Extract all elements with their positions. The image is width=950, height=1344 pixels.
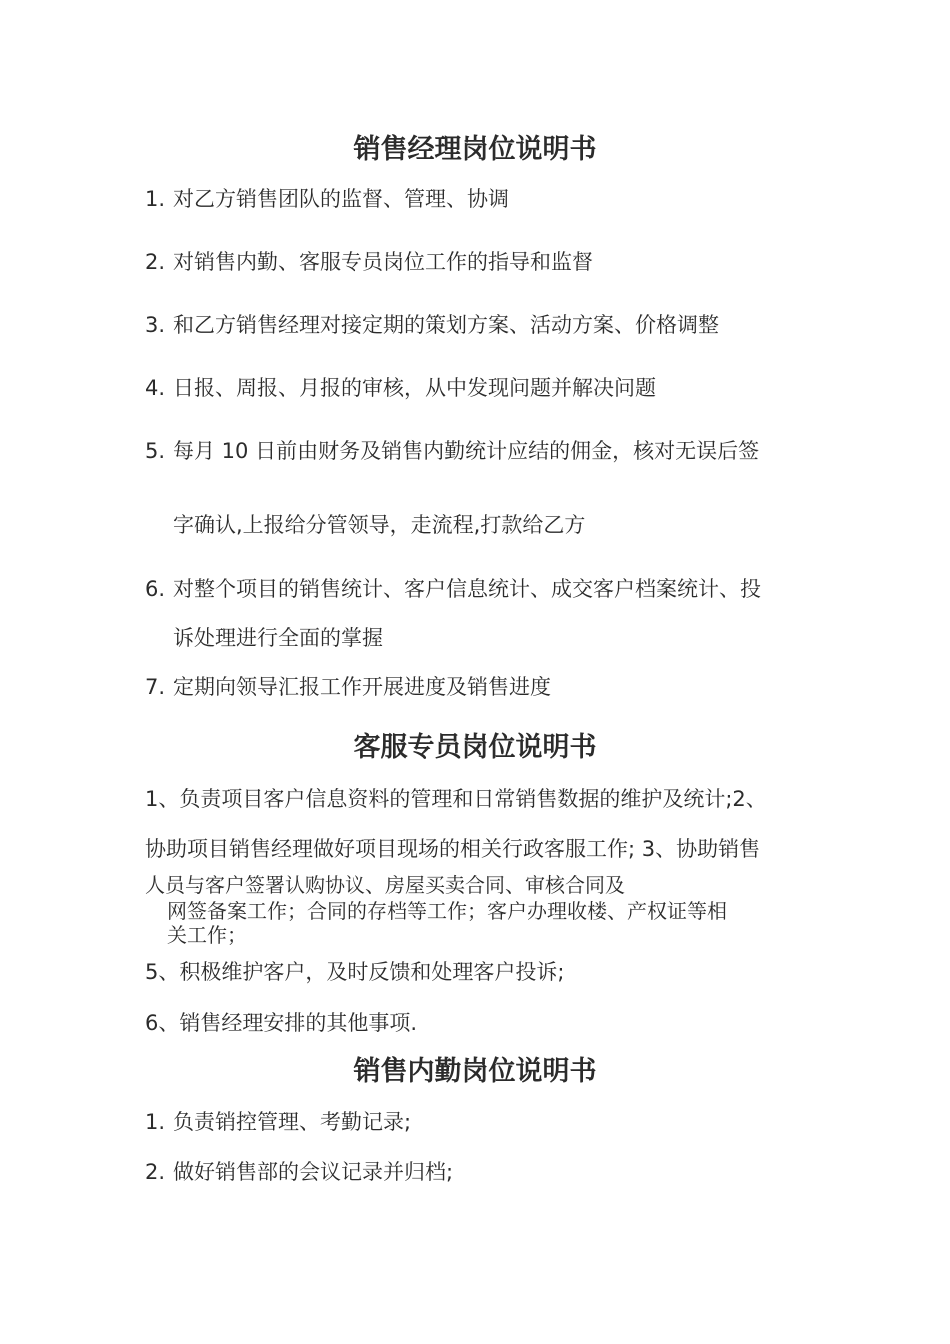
list-item: 2. 做好销售部的会议记录并归档; xyxy=(145,1160,454,1184)
list-item-continuation: 字确认,上报给分管领导，走流程,打款给乙方 xyxy=(173,513,586,537)
list-item: 6. 对整个项目的销售统计、客户信息统计、成交客户档案统计、投 xyxy=(145,577,761,601)
paragraph-line: 人员与客户签署认购协议、房屋买卖合同、审核合同及 xyxy=(145,873,625,897)
section-title-sales-admin: 销售内勤岗位说明书 xyxy=(353,1056,597,1087)
list-item: 7. 定期向领导汇报工作开展进度及销售进度 xyxy=(145,675,551,699)
paragraph-line: 6、销售经理安排的其他事项. xyxy=(145,1011,418,1035)
paragraph-line: 1、负责项目客户信息资料的管理和日常销售数据的维护及统计;2、 xyxy=(145,787,767,811)
paragraph-line: 关工作； xyxy=(167,923,247,947)
list-item-continuation: 诉处理进行全面的掌握 xyxy=(173,626,383,650)
list-item: 1. 负责销控管理、考勤记录; xyxy=(145,1110,412,1134)
paragraph-line: 5、积极维护客户，及时反馈和处理客户投诉; xyxy=(145,960,565,984)
list-item: 2. 对销售内勤、客服专员岗位工作的指导和监督 xyxy=(145,250,593,274)
paragraph-line: 协助项目销售经理做好项目现场的相关行政客服工作; 3、协助销售 xyxy=(145,837,761,861)
list-item: 4. 日报、周报、月报的审核，从中发现问题并解决问题 xyxy=(145,376,656,400)
list-item: 1. 对乙方销售团队的监督、管理、协调 xyxy=(145,187,509,211)
section-title-sales-manager: 销售经理岗位说明书 xyxy=(353,134,597,165)
section-title-customer-service: 客服专员岗位说明书 xyxy=(353,732,597,763)
paragraph-line: 网签备案工作；合同的存档等工作；客户办理收楼、产权证等相 xyxy=(167,899,727,923)
list-item: 5. 每月 10 日前由财务及销售内勤统计应结的佣金，核对无误后签 xyxy=(145,439,760,463)
list-item: 3. 和乙方销售经理对接定期的策划方案、活动方案、价格调整 xyxy=(145,313,719,337)
